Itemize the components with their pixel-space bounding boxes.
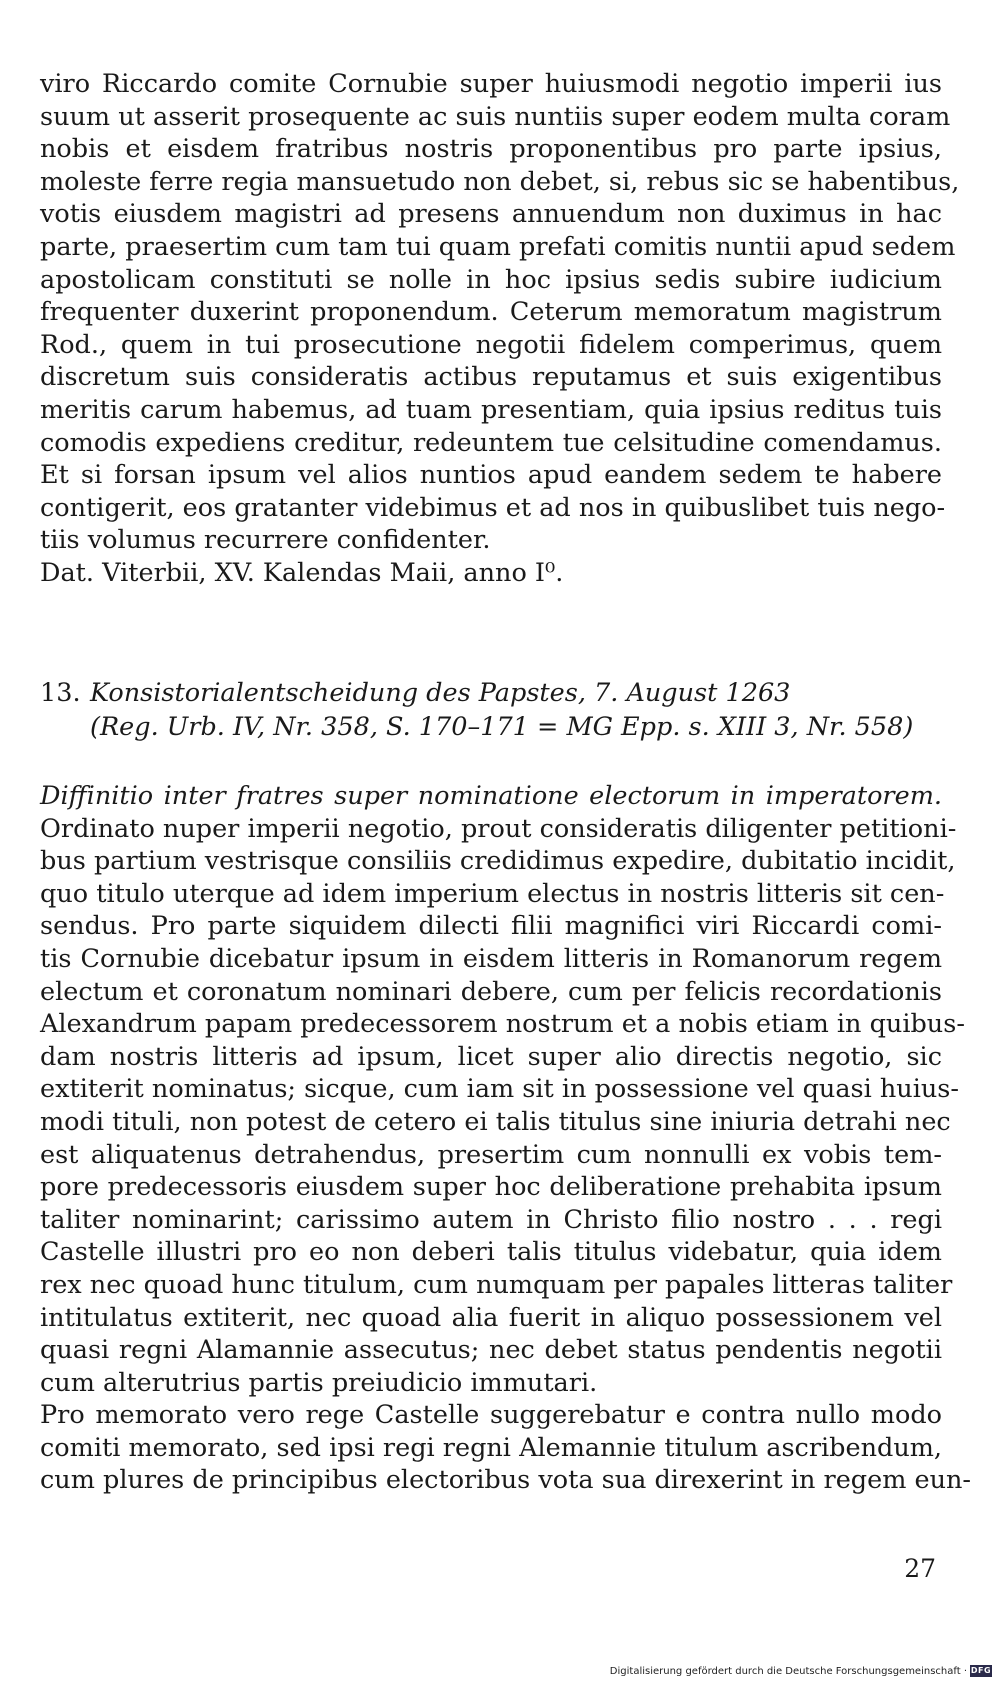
text-line: sendus. Pro parte siquidem dilecti filii magnifici viri Riccardi comi-: [40, 911, 942, 942]
text-line: apostolicam constituti se nolle in hoc ipsius sedis subire iudicium: [40, 264, 942, 295]
text-line: Pro memorato vero rege Castelle suggerebatur e contra nullo modo: [40, 1400, 942, 1431]
text-line: Castelle illustri pro eo non deberi talis titulus videbatur, quia idem: [40, 1237, 942, 1268]
text-line: quo titulo uterque ad idem imperium electus in nostris litteris sit cen-: [40, 878, 945, 909]
letter-dating: Dat. Viterbii, XV. Kalendas Maii, anno I⁰.: [40, 557, 564, 588]
text-line: comiti memorato, sed ipsi regi regni Alemannie titulum ascribendum,: [40, 1432, 943, 1463]
section-title: Konsistorialentscheidung des Papstes, 7. August 1263: [90, 678, 791, 708]
section-source-line: [40, 710, 942, 744]
section-heading: [40, 676, 942, 744]
text-line: rex nec quoad hunc titulum, cum numquam per papales litteras taliter: [40, 1269, 953, 1300]
rubric: Diffinitio inter fratres super nominatione electorum in imperatorem.: [40, 781, 942, 811]
text-line: modi tituli, non potest de cetero ei talis titulus sine iniuria detrahi nec: [40, 1106, 951, 1137]
text-line: Alexandrum papam predecessorem nostrum et a nobis etiam in quibus-: [40, 1009, 965, 1040]
page-number: 27: [904, 1554, 936, 1583]
text-line: dam nostris litteris ad ipsum, licet super alio directis negotio, sic: [40, 1041, 942, 1072]
text-line: Et si forsan ipsum vel alios nuntios apud eandem sedem te habere: [40, 460, 942, 491]
text-line: quasi regni Alamannie assecutus; nec debet status pendentis negotii: [40, 1335, 942, 1366]
text-line: tiis volumus recurrere confidenter.: [40, 525, 491, 556]
text-line: comodis expediens creditur, redeuntem tue celsitudine comendamus.: [40, 427, 942, 458]
text-line: tis Cornubie dicebatur ipsum in eisdem litteris in Romanorum regem: [40, 943, 942, 974]
text-line: meritis carum habemus, ad tuam presentiam, quia ipsius reditus tuis: [40, 394, 942, 425]
text-line: moleste ferre regia mansuetudo non debet, si, rebus sic se habentibus,: [40, 166, 960, 197]
text-line: Ordinato nuper imperii negotio, prout consideratis diligenter petitioni-: [40, 813, 957, 844]
section-title-line: [40, 676, 942, 710]
text-line: frequenter duxerint proponendum. Ceterum memoratum magistrum: [40, 297, 942, 328]
dfg-logo-icon: DFG: [970, 1666, 992, 1675]
text-line: extiterit nominatus; sicque, cum iam sit in possessione vel quasi huius-: [40, 1074, 960, 1105]
text-line: bus partium vestrisque consiliis credidimus expedire, dubitatio incidit,: [40, 846, 956, 877]
text-line: intitulatus extiterit, nec quoad alia fuerit in aliquo possessionem vel: [40, 1302, 942, 1333]
text-line: electum et coronatum nominari debere, cum per felicis recordationis: [40, 976, 942, 1007]
digitization-footer: [610, 1665, 992, 1677]
section-number: 13.: [40, 678, 81, 708]
text-line: viro Riccardo comite Cornubie super huiusmodi negotio imperii ius: [40, 69, 942, 99]
text-line: parte, praesertim cum tam tui quam prefati comitis nuntii apud sedem: [40, 231, 956, 262]
text-line: contigerit, eos gratanter videbimus et ad nos in quibuslibet tuis nego-: [40, 492, 946, 523]
text-line: nobis et eisdem fratribus nostris proponentibus pro parte ipsius,: [40, 134, 942, 165]
document-body: [40, 780, 972, 1497]
footer-text: Digitalisierung gefördert durch die Deutsche Forschungsgemeinschaft ·: [609, 1665, 967, 1677]
text-line: pore predecessoris eiusdem super hoc deliberatione prehabita ipsum: [40, 1172, 942, 1203]
letter-continuation: [40, 68, 960, 590]
text-line: taliter nominarint; carissimo autem in Christo filio nostro . . . regi: [40, 1204, 942, 1235]
text-line: votis eiusdem magistri ad presens annuendum non duximus in hac: [40, 199, 942, 230]
text-line: cum plures de principibus electoribus vota sua direxerint in regem eun-: [40, 1465, 972, 1496]
section-source: (Reg. Urb. IV, Nr. 358, S. 170–171 = MG Epp. s. XIII 3, Nr. 558): [90, 712, 914, 742]
text-line: cum alterutrius partis preiudicio immutari.: [40, 1367, 598, 1398]
text-line: discretum suis consideratis actibus reputamus et suis exigentibus: [40, 362, 942, 393]
text-line: suum ut asserit prosequente ac suis nuntiis super eodem multa coram: [40, 101, 951, 132]
text-line: est aliquatenus detrahendus, presertim cum nonnulli ex vobis tem-: [40, 1139, 942, 1170]
text-line: Rod., quem in tui prosecutione negotii fidelem comperimus, quem: [40, 329, 942, 360]
